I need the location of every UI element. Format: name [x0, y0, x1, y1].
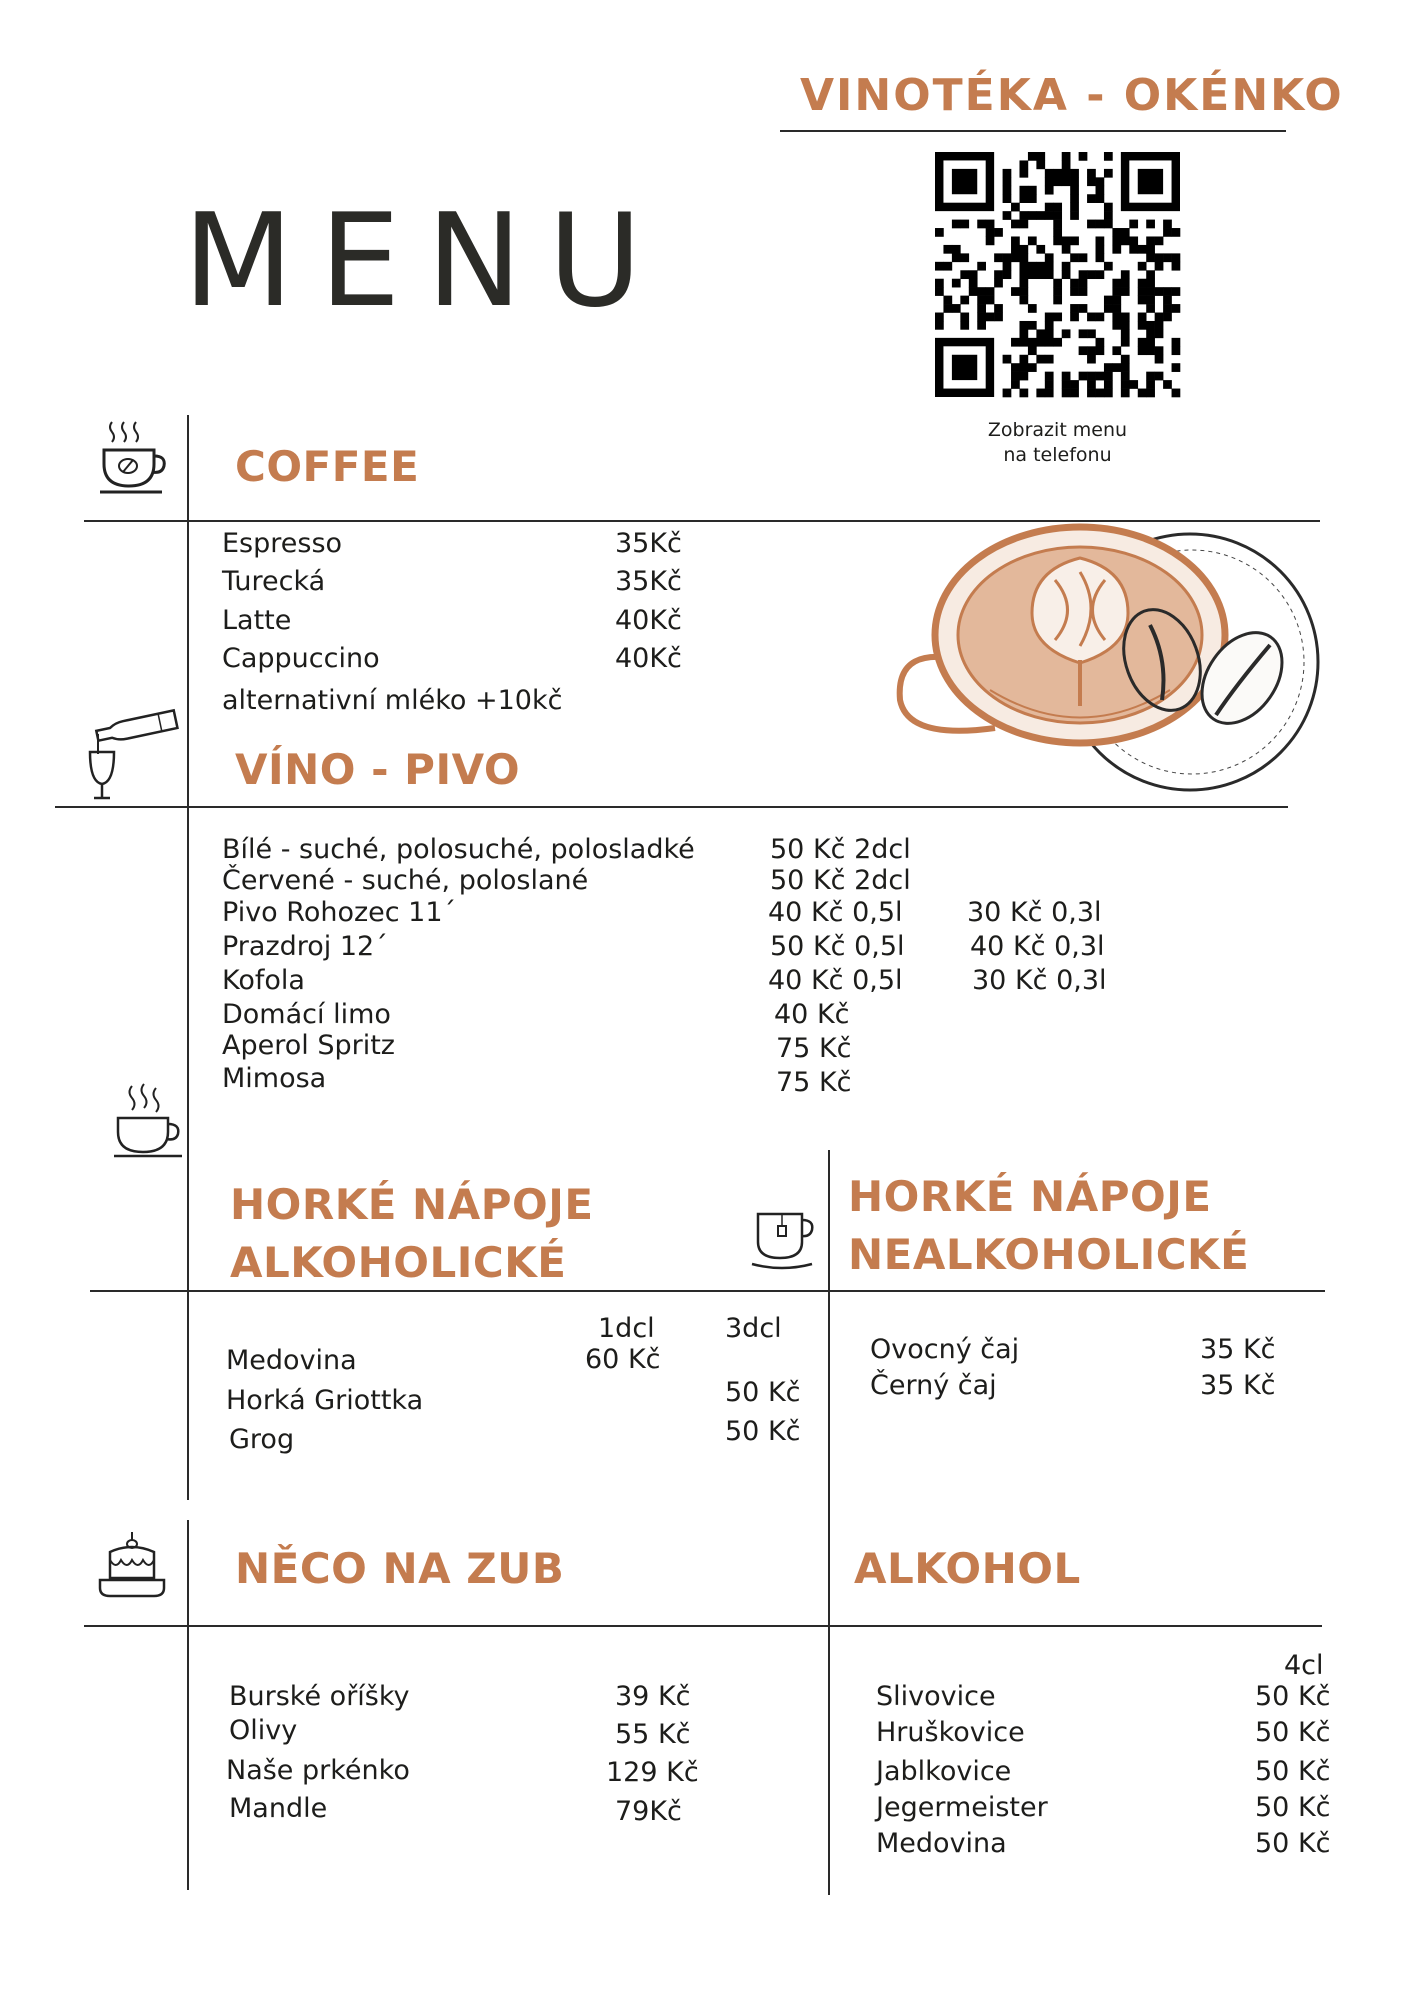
tea-cup-icon	[750, 1200, 816, 1272]
list-item-price: 35 Kč	[1200, 1370, 1276, 1401]
list-item-price: 40Kč	[615, 643, 682, 674]
list-item: Horká Griottka	[226, 1385, 424, 1416]
list-item: Jablkovice	[876, 1756, 1012, 1787]
list-item: Bílé - suché, polosuché, polosladké	[222, 834, 695, 865]
list-item-price: 35 Kč	[1200, 1334, 1276, 1365]
list-item-price: 50 Kč	[1255, 1792, 1331, 1823]
list-item: Turecká	[222, 566, 326, 597]
list-item: Červené - suché, poloslané	[222, 865, 589, 896]
qr-caption-line1: Zobrazit menu	[987, 419, 1128, 441]
list-item: Ovocný čaj	[870, 1334, 1020, 1365]
list-item-price: 50 Kč	[1255, 1756, 1331, 1787]
list-item-price: 75 Kč	[776, 1067, 852, 1098]
list-item-price: 35Kč	[615, 566, 682, 597]
list-item-price: 60 Kč	[585, 1344, 661, 1375]
list-item: Domácí limo	[222, 999, 391, 1030]
shop-title-underline	[780, 130, 1286, 132]
wine-bottle-glass-icon	[88, 702, 186, 802]
list-item: Cappuccino	[222, 643, 380, 674]
wine-beer-section-title: VÍNO - PIVO	[235, 745, 521, 794]
shop-title: VINOTÉKA - OKÉNKO	[800, 70, 1344, 121]
coffee-note: alternativní mléko +10kč	[222, 685, 563, 716]
list-item: Prazdroj 12´	[222, 931, 388, 962]
list-item-price: 75 Kč	[776, 1033, 852, 1064]
list-item-price: 35Kč	[615, 528, 682, 559]
list-item-price-small: 30 Kč 0,3l	[967, 897, 1102, 928]
list-item: Grog	[229, 1424, 295, 1455]
qr-caption-line2: na telefonu	[1003, 443, 1112, 466]
hot-alcoholic-col2-header: 3dcl	[725, 1313, 782, 1344]
qr-code-icon[interactable]	[935, 152, 1180, 397]
list-item-price: 50 Kč	[1255, 1828, 1331, 1859]
list-item: Medovina	[876, 1828, 1007, 1859]
alcohol-unit-header: 4cl	[1284, 1650, 1324, 1681]
latte-coffee-beans-illustration	[890, 510, 1360, 820]
list-item: Černý čaj	[870, 1370, 997, 1401]
list-item: Slivovice	[876, 1681, 996, 1712]
list-item-price: 50 Kč 0,5l	[770, 931, 905, 962]
hot-drink-cup-icon	[112, 1082, 187, 1160]
list-item: Burské oříšky	[229, 1681, 410, 1712]
cake-icon	[96, 1530, 168, 1602]
list-item-price: 79Kč	[615, 1796, 682, 1827]
list-item-price: 50 Kč 2dcl	[770, 865, 911, 896]
hot-nonalcoholic-title-line1: HORKÉ NÁPOJE	[848, 1172, 1212, 1221]
snacks-section-title: NĚCO NA ZUB	[235, 1544, 565, 1593]
list-item: Medovina	[226, 1345, 357, 1376]
list-item: Latte	[222, 605, 292, 636]
list-item-price: 50 Kč	[725, 1416, 801, 1447]
list-item-price: 50 Kč	[1255, 1681, 1331, 1712]
hot-alcoholic-title-line2: ALKOHOLICKÉ	[230, 1237, 567, 1287]
coffee-section-title: COFFEE	[235, 442, 420, 491]
page-title: MENU	[183, 187, 668, 336]
list-item: Mimosa	[222, 1063, 327, 1094]
coffee-cup-icon	[96, 418, 168, 498]
hot-alcoholic-section-title	[230, 1176, 594, 1292]
hot-nonalcoholic-section-title	[848, 1168, 1249, 1284]
list-item: Hruškovice	[876, 1717, 1025, 1748]
main-vertical-rule	[187, 415, 189, 1500]
list-item: Kofola	[222, 965, 305, 996]
list-item-price: 39 Kč	[615, 1681, 691, 1712]
hot-alcoholic-col1-header: 1dcl	[598, 1313, 655, 1344]
list-item: Pivo Rohozec 11´	[222, 897, 457, 928]
middle-vertical-rule	[828, 1150, 830, 1895]
snacks-vertical-rule	[187, 1520, 189, 1890]
qr-caption	[960, 418, 1155, 467]
list-item-price: 50 Kč	[725, 1377, 801, 1408]
list-item-price: 129 Kč	[606, 1757, 699, 1788]
list-item-price: 50 Kč	[1255, 1717, 1331, 1748]
list-item-price-small: 30 Kč 0,3l	[972, 965, 1107, 996]
list-item-price: 40 Kč 0,5l	[768, 965, 903, 996]
list-item: Espresso	[222, 528, 343, 559]
list-item: Jegermeister	[876, 1792, 1048, 1823]
list-item-price: 40Kč	[615, 605, 682, 636]
list-item-price: 55 Kč	[615, 1719, 691, 1750]
alcohol-section-title: ALKOHOL	[854, 1544, 1081, 1593]
hot-nonalcoholic-title-line2: NEALKOHOLICKÉ	[848, 1229, 1250, 1279]
list-item: Mandle	[229, 1793, 328, 1824]
list-item: Naše prkénko	[226, 1755, 410, 1786]
hot-alcoholic-title-line1: HORKÉ NÁPOJE	[230, 1180, 594, 1229]
list-item-price: 50 Kč 2dcl	[770, 834, 911, 865]
list-item: Aperol Spritz	[222, 1030, 395, 1061]
snacks-divider	[84, 1625, 1322, 1627]
list-item-price-small: 40 Kč 0,3l	[970, 931, 1105, 962]
list-item-price: 40 Kč 0,5l	[768, 897, 903, 928]
list-item-price: 40 Kč	[774, 999, 850, 1030]
list-item: Olivy	[229, 1715, 298, 1746]
